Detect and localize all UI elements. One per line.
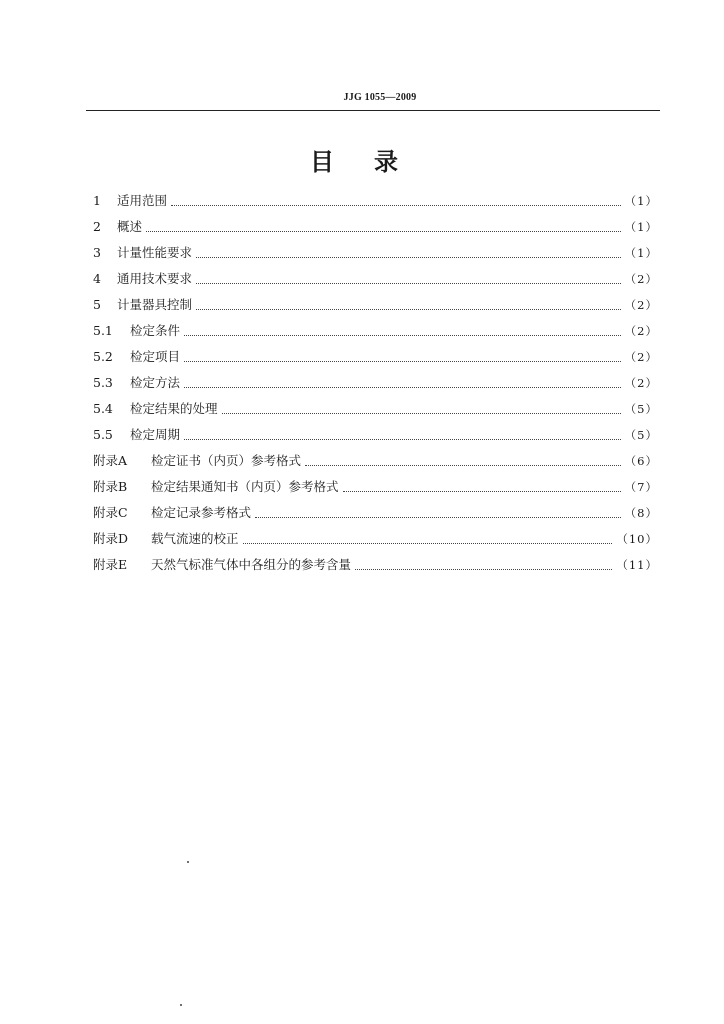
toc-entry-label: 检定周期: [130, 427, 181, 442]
toc-entry[interactable]: [93, 422, 658, 448]
toc-entry-label: 天然气标准气体中各组分的参考含量: [151, 557, 352, 572]
toc-entry-number: 4: [93, 271, 101, 286]
toc-entry-number: 5.3: [93, 375, 113, 390]
scan-speck: [180, 1004, 182, 1006]
toc-list: [93, 188, 658, 578]
toc-dot-leader: [243, 534, 613, 544]
toc-entry-label: 检定方法: [130, 375, 181, 390]
toc-entry-page: （8）: [624, 506, 658, 520]
toc-entry-number: 5.2: [93, 349, 113, 364]
toc-entry-number: 5.5: [93, 427, 113, 442]
toc-dot-leader: [184, 326, 621, 336]
toc-entry-label: 检定证书（内页）参考格式: [151, 453, 302, 468]
toc-dot-leader: [343, 482, 621, 492]
toc-entry-label: 检定记录参考格式: [151, 505, 252, 520]
toc-dot-leader: [305, 456, 621, 466]
toc-entry[interactable]: [93, 526, 658, 552]
toc-dot-leader: [196, 274, 621, 284]
toc-entry-number: 附录A: [93, 453, 128, 468]
toc-entry[interactable]: [93, 266, 658, 292]
toc-entry[interactable]: [93, 500, 658, 526]
toc-entry-page: （2）: [624, 298, 658, 312]
toc-entry-label: 计量器具控制: [117, 297, 193, 312]
toc-entry-page: （1）: [624, 246, 658, 260]
toc-entry[interactable]: [93, 292, 658, 318]
toc-entry-page: （10）: [616, 532, 658, 546]
toc-entry-number: 附录E: [93, 557, 128, 572]
toc-dot-leader: [184, 430, 621, 440]
toc-entry[interactable]: [93, 188, 658, 214]
toc-title: 目录: [310, 148, 438, 176]
toc-entry-label: 检定结果的处理: [130, 401, 218, 416]
toc-dot-leader: [184, 378, 621, 388]
toc-entry-page: （5）: [624, 428, 658, 442]
toc-entry-page: （2）: [624, 324, 658, 338]
toc-entry-page: （6）: [624, 454, 658, 468]
toc-dot-leader: [184, 352, 621, 362]
toc-entry[interactable]: [93, 474, 658, 500]
toc-entry-number: 3: [93, 245, 101, 260]
toc-entry[interactable]: [93, 240, 658, 266]
toc-entry[interactable]: [93, 370, 658, 396]
toc-dot-leader: [355, 560, 612, 570]
toc-entry-number: 5.1: [93, 323, 113, 338]
toc-entry-number: 1: [93, 193, 101, 208]
toc-entry-page: （1）: [624, 194, 658, 208]
toc-entry-number: 5: [93, 297, 101, 312]
toc-dot-leader: [196, 300, 621, 310]
toc-entry-number: 附录B: [93, 479, 128, 494]
toc-entry-page: （11）: [616, 558, 658, 572]
toc-entry[interactable]: [93, 448, 658, 474]
toc-entry-page: （5）: [624, 402, 658, 416]
toc-entry[interactable]: [93, 344, 658, 370]
scan-speck: [187, 861, 189, 863]
toc-dot-leader: [146, 222, 621, 232]
toc-entry-page: （1）: [624, 220, 658, 234]
toc-entry-label: 载气流速的校正: [151, 531, 239, 546]
toc-entry[interactable]: [93, 318, 658, 344]
toc-entry-label: 概述: [117, 219, 143, 234]
toc-entry[interactable]: [93, 552, 658, 578]
toc-dot-leader: [171, 196, 621, 206]
toc-entry[interactable]: [93, 396, 658, 422]
toc-entry-number: 附录C: [93, 505, 128, 520]
document-code-header: JJG 1055—2009: [343, 92, 417, 103]
toc-entry-page: （2）: [624, 350, 658, 364]
toc-entry-label: 计量性能要求: [117, 245, 193, 260]
toc-entry-label: 通用技术要求: [117, 271, 193, 286]
toc-entry-number: 5.4: [93, 401, 113, 416]
toc-entry-label: 适用范围: [117, 193, 168, 208]
toc-entry-page: （2）: [624, 376, 658, 390]
toc-entry-label: 检定结果通知书（内页）参考格式: [151, 479, 339, 494]
toc-entry-page: （7）: [624, 480, 658, 494]
toc-entry-label: 检定条件: [130, 323, 181, 338]
toc-dot-leader: [196, 248, 621, 258]
toc-dot-leader: [255, 508, 621, 518]
header-rule: [86, 110, 660, 111]
toc-entry-label: 检定项目: [130, 349, 181, 364]
toc-entry[interactable]: [93, 214, 658, 240]
toc-dot-leader: [222, 404, 621, 414]
toc-entry-number: 附录D: [93, 531, 129, 546]
toc-entry-page: （2）: [624, 272, 658, 286]
toc-entry-number: 2: [93, 219, 101, 234]
